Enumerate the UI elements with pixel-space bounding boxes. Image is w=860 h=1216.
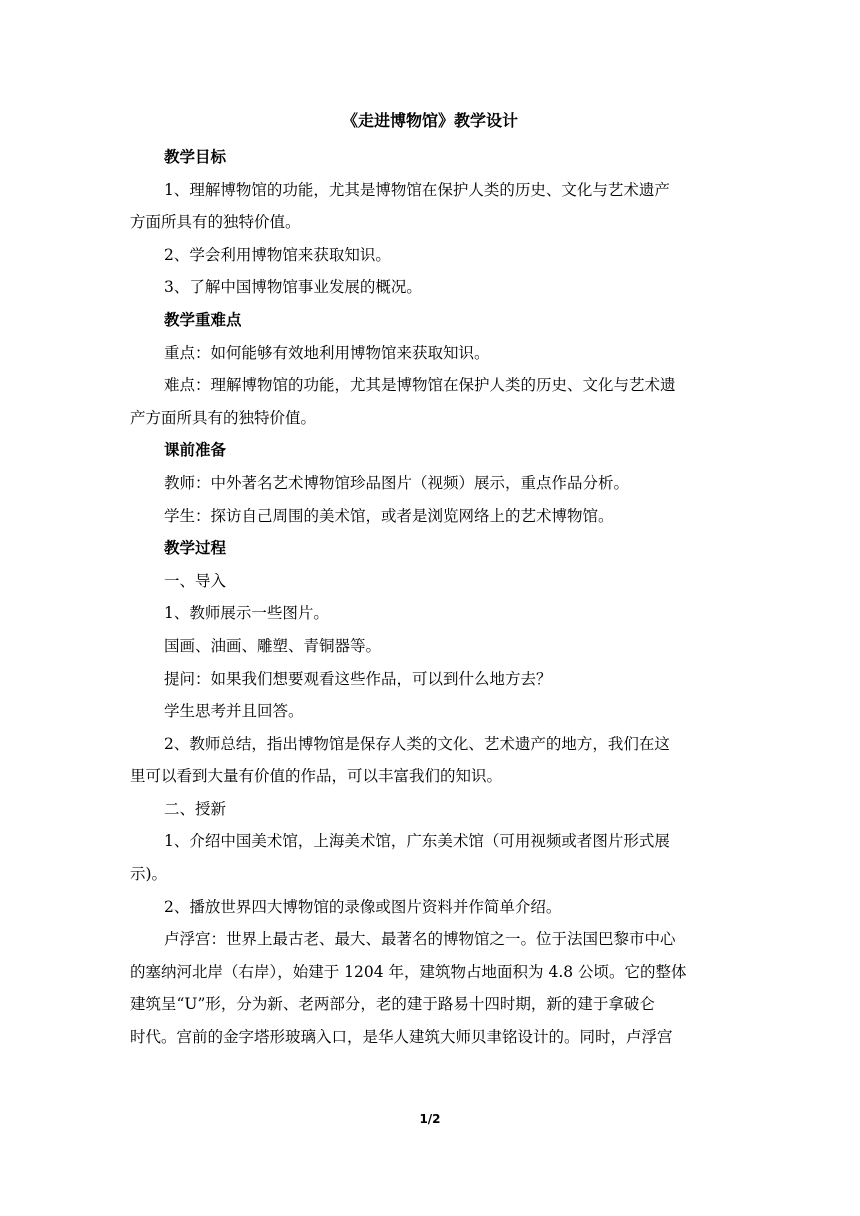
paragraph-line: 国画、油画、雕塑、青铜器等。 (164, 636, 382, 655)
paragraph-line: 时代。宫前的金字塔形玻璃入口，是华人建筑大师贝聿铭设计的。同时，卢浮宫 (130, 1028, 673, 1047)
section-heading: 教学过程 (164, 539, 227, 558)
paragraph-line: 2、学会利用博物馆来获取知识。 (164, 245, 391, 264)
paragraph-line: 二、授新 (164, 799, 227, 818)
section-heading: 课前准备 (164, 441, 227, 460)
paragraph-line: 提问：如果我们想要观看这些作品，可以到什么地方去？ (164, 669, 552, 688)
paragraph-line: 里可以看到大量有价值的作品，可以丰富我们的知识。 (130, 767, 503, 786)
paragraph-line: 1、教师展示一些图片。 (164, 604, 329, 623)
paragraph-line: 2、播放世界四大博物馆的录像或图片资料并作简单介绍。 (164, 897, 562, 916)
page-number: 1/2 (419, 1112, 441, 1126)
document-body (130, 141, 730, 1054)
paragraph-line: 1、理解博物馆的功能，尤其是博物馆在保护人类的历史、文化与艺术遗产 (164, 180, 670, 199)
section-heading: 教学重难点 (164, 310, 242, 329)
document-title: 《走进博物馆》教学设计 (341, 111, 518, 130)
paragraph-line: 教师：中外著名艺术博物馆珍品图片（视频）展示，重点作品分析。 (164, 473, 630, 492)
paragraph-line: 难点：理解博物馆的功能，尤其是博物馆在保护人类的历史、文化与艺术遗 (164, 376, 676, 395)
paragraph-line: 方面所具有的独特价值。 (130, 213, 301, 232)
paragraph-line: 学生：探访自己周围的美术馆，或者是浏览网络上的艺术博物馆。 (164, 506, 614, 525)
paragraph-line: 1、介绍中国美术馆，上海美术馆，广东美术馆（可用视频或者图片形式展 (164, 832, 670, 851)
paragraph-line: 的塞纳河北岸（右岸），始建于 1204 年，建筑物占地面积为 4.8 公顷。它的整体 (130, 962, 687, 981)
section-heading: 教学目标 (164, 148, 227, 166)
paragraph-line: 3、了解中国博物馆事业发展的概况。 (164, 278, 422, 297)
paragraph-line: 产方面所具有的独特价值。 (130, 408, 317, 427)
paragraph-line: 重点：如何能够有效地利用博物馆来获取知识。 (164, 343, 490, 362)
paragraph-line: 学生思考并且回答。 (164, 702, 304, 721)
paragraph-line: 2、教师总结，指出博物馆是保存人类的文化、艺术遗产的地方，我们在这 (164, 734, 670, 753)
paragraph-line: 示)。 (130, 865, 168, 884)
paragraph-line: 卢浮宫：世界上最古老、最大、最著名的博物馆之一。位于法国巴黎市中心 (164, 930, 676, 949)
paragraph-line: 建筑呈“U”形，分为新、老两部分，老的建于路易十四时期，新的建于拿破仑 (130, 995, 655, 1014)
paragraph-line: 一、导入 (164, 571, 227, 590)
